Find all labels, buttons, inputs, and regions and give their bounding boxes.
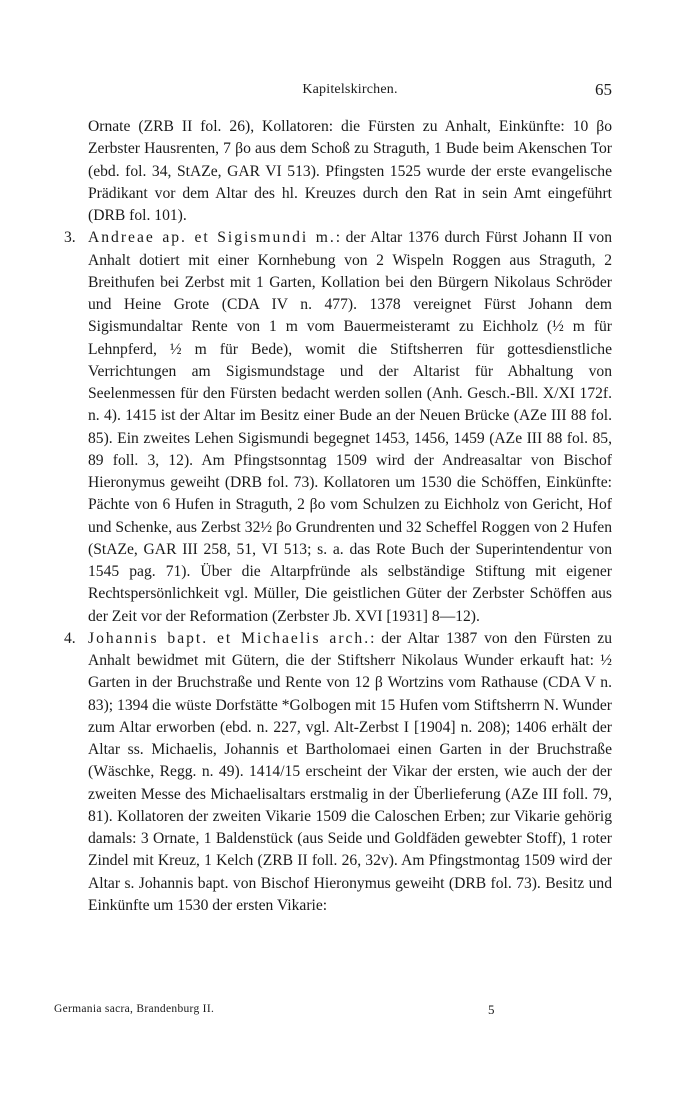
main-text: [64, 116, 612, 917]
entry-text: : der Altar 1387 von den Fürsten zu Anhalt bewidmet mit Gütern, die der Stiftsherr Nikolaus Wunder erkauft hat: ½ Garten in der Bruchstraße und Rente von 12 β Wortzins vom Rathause (CDA V n. 83); 1394 die wüste Dorfstätte *Golbogen mit 15 Hufen vom Stiftsherrn N. Wunder zum Altar erworben (ebd. n. 227, vgl. Alt-Zerbst I [1904] n. 208); 1406 erhält der Altar ss. Michaelis, Johannis et Bartholomaei einen Garten in der Bruchstraße (Wäschke, Regg. n. 49). 1414/15 erscheint der Vikar der ersten, wie auch der der zweiten Messe des Michaelisaltars erstmalig in der Überlieferung (AZe III foll. 79, 81). Kollatoren der zweiten Vikarie 1509 die Caloschen Erben; zur Vikarie gehörig damals: 3 Ornate, 1 Baldenstück (aus Seide und Goldfäden gewebter Stoff), 1 roter Zindel mit Kreuz, 1 Kelch (ZRB II foll. 26, 32v). Am Pfingstmontag 1509 wird der Altar s. Johannis bapt. von Bischof Hieronymus geweiht (DRB fol. 73). Besitz und Einkünfte um 1530 der ersten Vikarie:: [88, 629, 612, 914]
paragraph-text: Ornate (ZRB II fol. 26), Kollatoren: die Fürsten zu Anhalt, Einkünfte: 10 βo Zerbster Hausrenten, 7 βo aus dem Schoß zu Straguth, 1 Bude beim Akenschen Tor (ebd. fol. 34, StAZe, GAR VI 513). Pfingsten 1525 wurde der erste evangelische Prädikant vor dem Altar des hl. Kreuzes durch den Rat in sein Amt eingeführt (DRB fol. 101).: [88, 118, 612, 224]
altar-entry-3: [64, 227, 612, 628]
running-title: Kapitelskirchen.: [302, 82, 398, 97]
entry-number: 3.: [64, 229, 76, 247]
altar-entry-4: [64, 628, 612, 917]
signature-line: Germania sacra, Brandenburg II.: [54, 1003, 215, 1015]
paragraph-continuation: [88, 116, 612, 227]
signature-mark: 5: [488, 1002, 495, 1017]
page-footer: [54, 1003, 614, 1023]
entry-number: 4.: [64, 629, 76, 647]
entry-heading: Andreae ap. et Sigismundi m.: [88, 229, 336, 247]
running-head: [88, 78, 612, 102]
entry-text: : der Altar 1376 durch Fürst Johann II von Anhalt dotiert mit einer Kornhebung von 2 Wispeln Roggen aus Straguth, 2 Breithufen bei Zerbst mit 1 Garten, Kollation bei den Bürgern Nikolaus Schröder und Heine Grote (CDA IV n. 477). 1378 vereignet Fürst Johann dem Sigismundaltar Rente von 1 m vom Bauermeisteramt zu Eichholz (½ m für Lehnpferd, ½ m für Bede), womit die Stiftsherren für gottesdienstliche Verrichtungen am Sigismundstage und der Altarist für Abhaltung von Seelenmessen für den Fürsten bedacht werden sollen (Anh. Gesch.-Bll. X/XI 172f. n. 4). 1415 ist der Altar im Besitz einer Bude an der Neuen Brücke (AZe III 88 fol. 85). Ein zweites Lehen Sigismundi begegnet 1453, 1456, 1459 (AZe III 88 fol. 85, 89 foll. 3, 12). Am Pfingstsonntag 1509 wird der Andreasaltar von Bischof Hieronymus geweiht (DRB fol. 73). Kollatoren um 1530 die Schöffen, Einkünfte: Pächte von 6 Hufen in Straguth, 2 βo vom Schulzen zu Eichholz von Gericht, Hof und Schenke, aus Zerbst 32½ βo Grundrenten und 32 Scheffel Roggen von 2 Hufen (StAZe, GAR III 258, 51, VI 513; s. a. das Rote Buch der Superintendentur von 1545 pag. 71). Über die Altarpfründe als selbständige Stiftung mit eigener Rechtspersönlichkeit vgl. Müller, Die geistlichen Güter der Zerbster Schöffen aus der Zeit vor der Reformation (Zerbster Jb. XVI [1931] 8—12).: [88, 229, 612, 625]
entry-heading: Johannis bapt. et Michaelis arch.: [88, 629, 371, 647]
page-number: 65: [595, 80, 612, 99]
